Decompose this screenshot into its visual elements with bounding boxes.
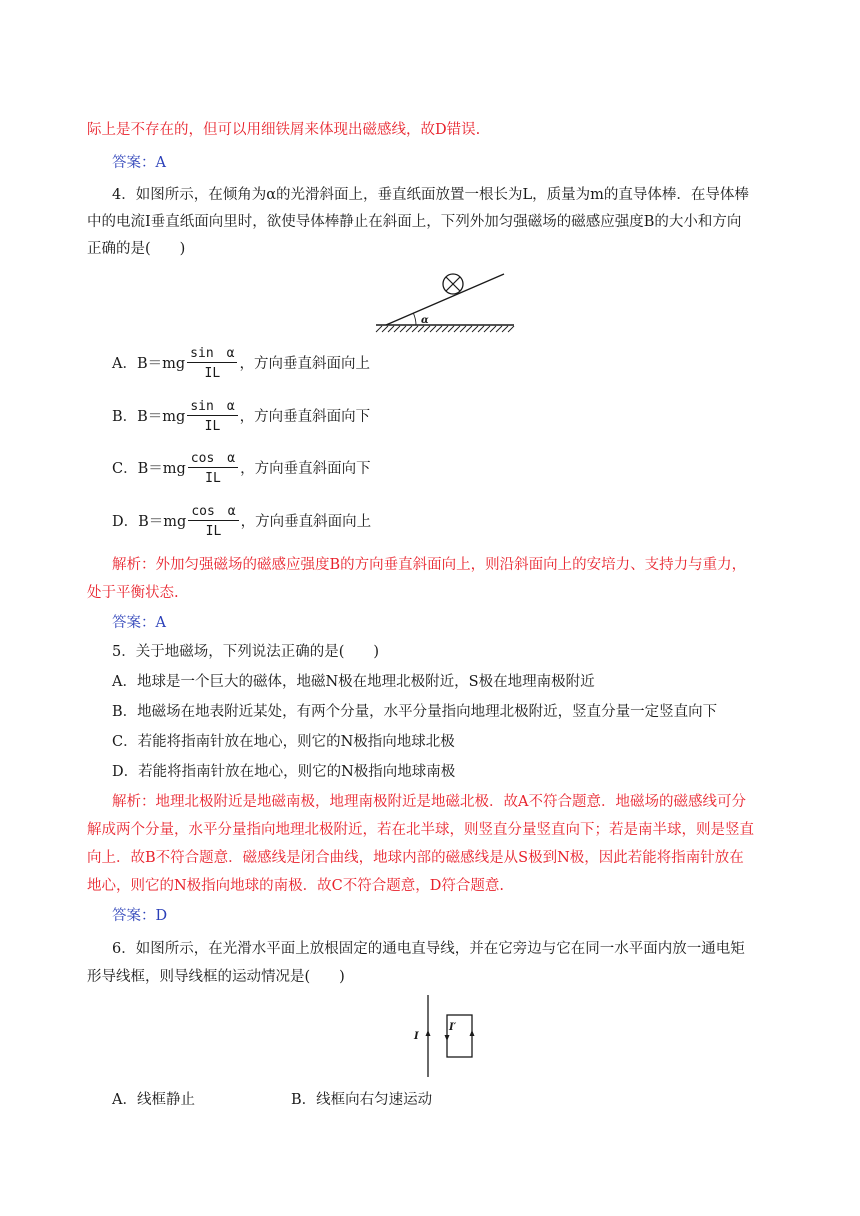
numerator: cos α bbox=[188, 450, 238, 468]
numerator: cos α bbox=[188, 503, 238, 521]
q6-option-a: A．线框静止 bbox=[112, 1092, 195, 1108]
fraction bbox=[187, 398, 237, 435]
denominator: IL bbox=[205, 471, 221, 486]
wire-current-arrow-icon bbox=[426, 1030, 431, 1036]
option-prefix: A．B＝mg bbox=[112, 355, 186, 372]
q4-option-a bbox=[112, 345, 802, 382]
ground-hatching bbox=[376, 326, 514, 332]
q4-stem-line2: 中的电流I垂直纸面向里时，欲使导体棒静止在斜面上，下列外加匀强磁场的磁感应强度B的大小和方向 bbox=[87, 214, 742, 230]
fraction bbox=[188, 503, 238, 540]
q4-stem-line3: 正确的是( ) bbox=[87, 241, 186, 257]
loop-current-label: I′ bbox=[449, 1022, 457, 1033]
q5-option-a: A．地球是一个巨大的磁体，地磁N极在地理北极附近，S极在地理南极附近 bbox=[112, 674, 595, 690]
wire-current-label: I bbox=[414, 1031, 419, 1042]
analysis3-tail: 际上是不存在的，但可以用细铁屑来体现出磁感线，故D错误. bbox=[87, 122, 481, 138]
analysis5-line4: 地心，则它的N极指向地球的南极．故C不符合题意，D符合题意. bbox=[87, 878, 505, 894]
conductor-into-page-icon bbox=[443, 274, 463, 294]
denominator: IL bbox=[205, 524, 222, 539]
q6-option-b: B．线框向右匀速运动 bbox=[291, 1092, 433, 1108]
angle-arc bbox=[414, 314, 417, 326]
option-prefix: C．B＝mg bbox=[112, 460, 186, 477]
q6-stem-line2: 形导线框，则导线框的运动情况是( ) bbox=[87, 969, 345, 985]
analysis5-line1: 解析：地理北极附近是地磁南极，地理南极附近是地磁北极．故A不符合题意．地磁场的磁感线可分 bbox=[112, 794, 746, 810]
option-suffix: ，方向垂直斜面向下 bbox=[240, 460, 371, 477]
q6-stem-line1: 6．如图所示，在光滑水平面上放根固定的通电直导线，并在它旁边与它在同一水平面内放一通电矩 bbox=[112, 941, 745, 957]
option-prefix: B．B＝mg bbox=[112, 408, 186, 425]
q4-option-d bbox=[112, 503, 802, 540]
q4-stem-line1: 4．如图所示，在倾角为α的光滑斜面上，垂直纸面放置一根长为L，质量为m的直导体棒．在导体棒 bbox=[112, 187, 749, 203]
option-suffix: ，方向垂直斜面向上 bbox=[239, 355, 370, 372]
wire-loop-figure bbox=[405, 993, 495, 1079]
option-prefix: D．B＝mg bbox=[112, 513, 187, 530]
denominator: IL bbox=[204, 419, 221, 434]
numerator: sin α bbox=[187, 398, 237, 416]
analysis4-line2: 处于平衡状态. bbox=[87, 585, 179, 601]
option-suffix: ，方向垂直斜面向上 bbox=[240, 513, 372, 530]
analysis5-line3: 向上．故B不符合题意．磁感线是闭合曲线，地球内部的磁感线是从S极到N极，因此若能将指南针放在 bbox=[87, 850, 744, 866]
answer-q4: 答案：A bbox=[112, 615, 166, 631]
denominator: IL bbox=[204, 366, 221, 381]
q4-option-b bbox=[112, 398, 802, 435]
analysis4-line1: 解析：外加匀强磁场的磁感应强度B的方向垂直斜面向上，则沿斜面向上的安培力、支持力与重力， bbox=[112, 557, 747, 573]
loop-left-arrow-icon bbox=[445, 1035, 450, 1041]
q5-option-b: B．地磁场在地表附近某处，有两个分量，水平分量指向地理北极附近，竖直分量一定竖直向下 bbox=[112, 704, 718, 720]
q5-option-c: C．若能将指南针放在地心，则它的N极指向地球北极 bbox=[112, 734, 455, 750]
angle-label: α bbox=[421, 315, 429, 326]
answer-q3: 答案：A bbox=[112, 155, 166, 171]
incline-figure bbox=[372, 262, 518, 340]
analysis5-line2: 解成两个分量，水平分量指向地理北极附近，若在北半球，则竖直分量竖直向下；若是南半球，则是竖直 bbox=[87, 822, 754, 838]
q5-stem: 5．关于地磁场，下列说法正确的是( ) bbox=[112, 644, 380, 660]
numerator: sin α bbox=[187, 345, 237, 363]
fraction bbox=[187, 345, 237, 382]
q5-option-d: D．若能将指南针放在地心，则它的N极指向地球南极 bbox=[112, 764, 456, 780]
fraction bbox=[188, 450, 238, 487]
answer-q5: 答案：D bbox=[112, 908, 168, 924]
loop-right-arrow-icon bbox=[470, 1030, 475, 1036]
q4-option-c bbox=[112, 450, 802, 487]
option-suffix: ，方向垂直斜面向下 bbox=[239, 408, 371, 425]
